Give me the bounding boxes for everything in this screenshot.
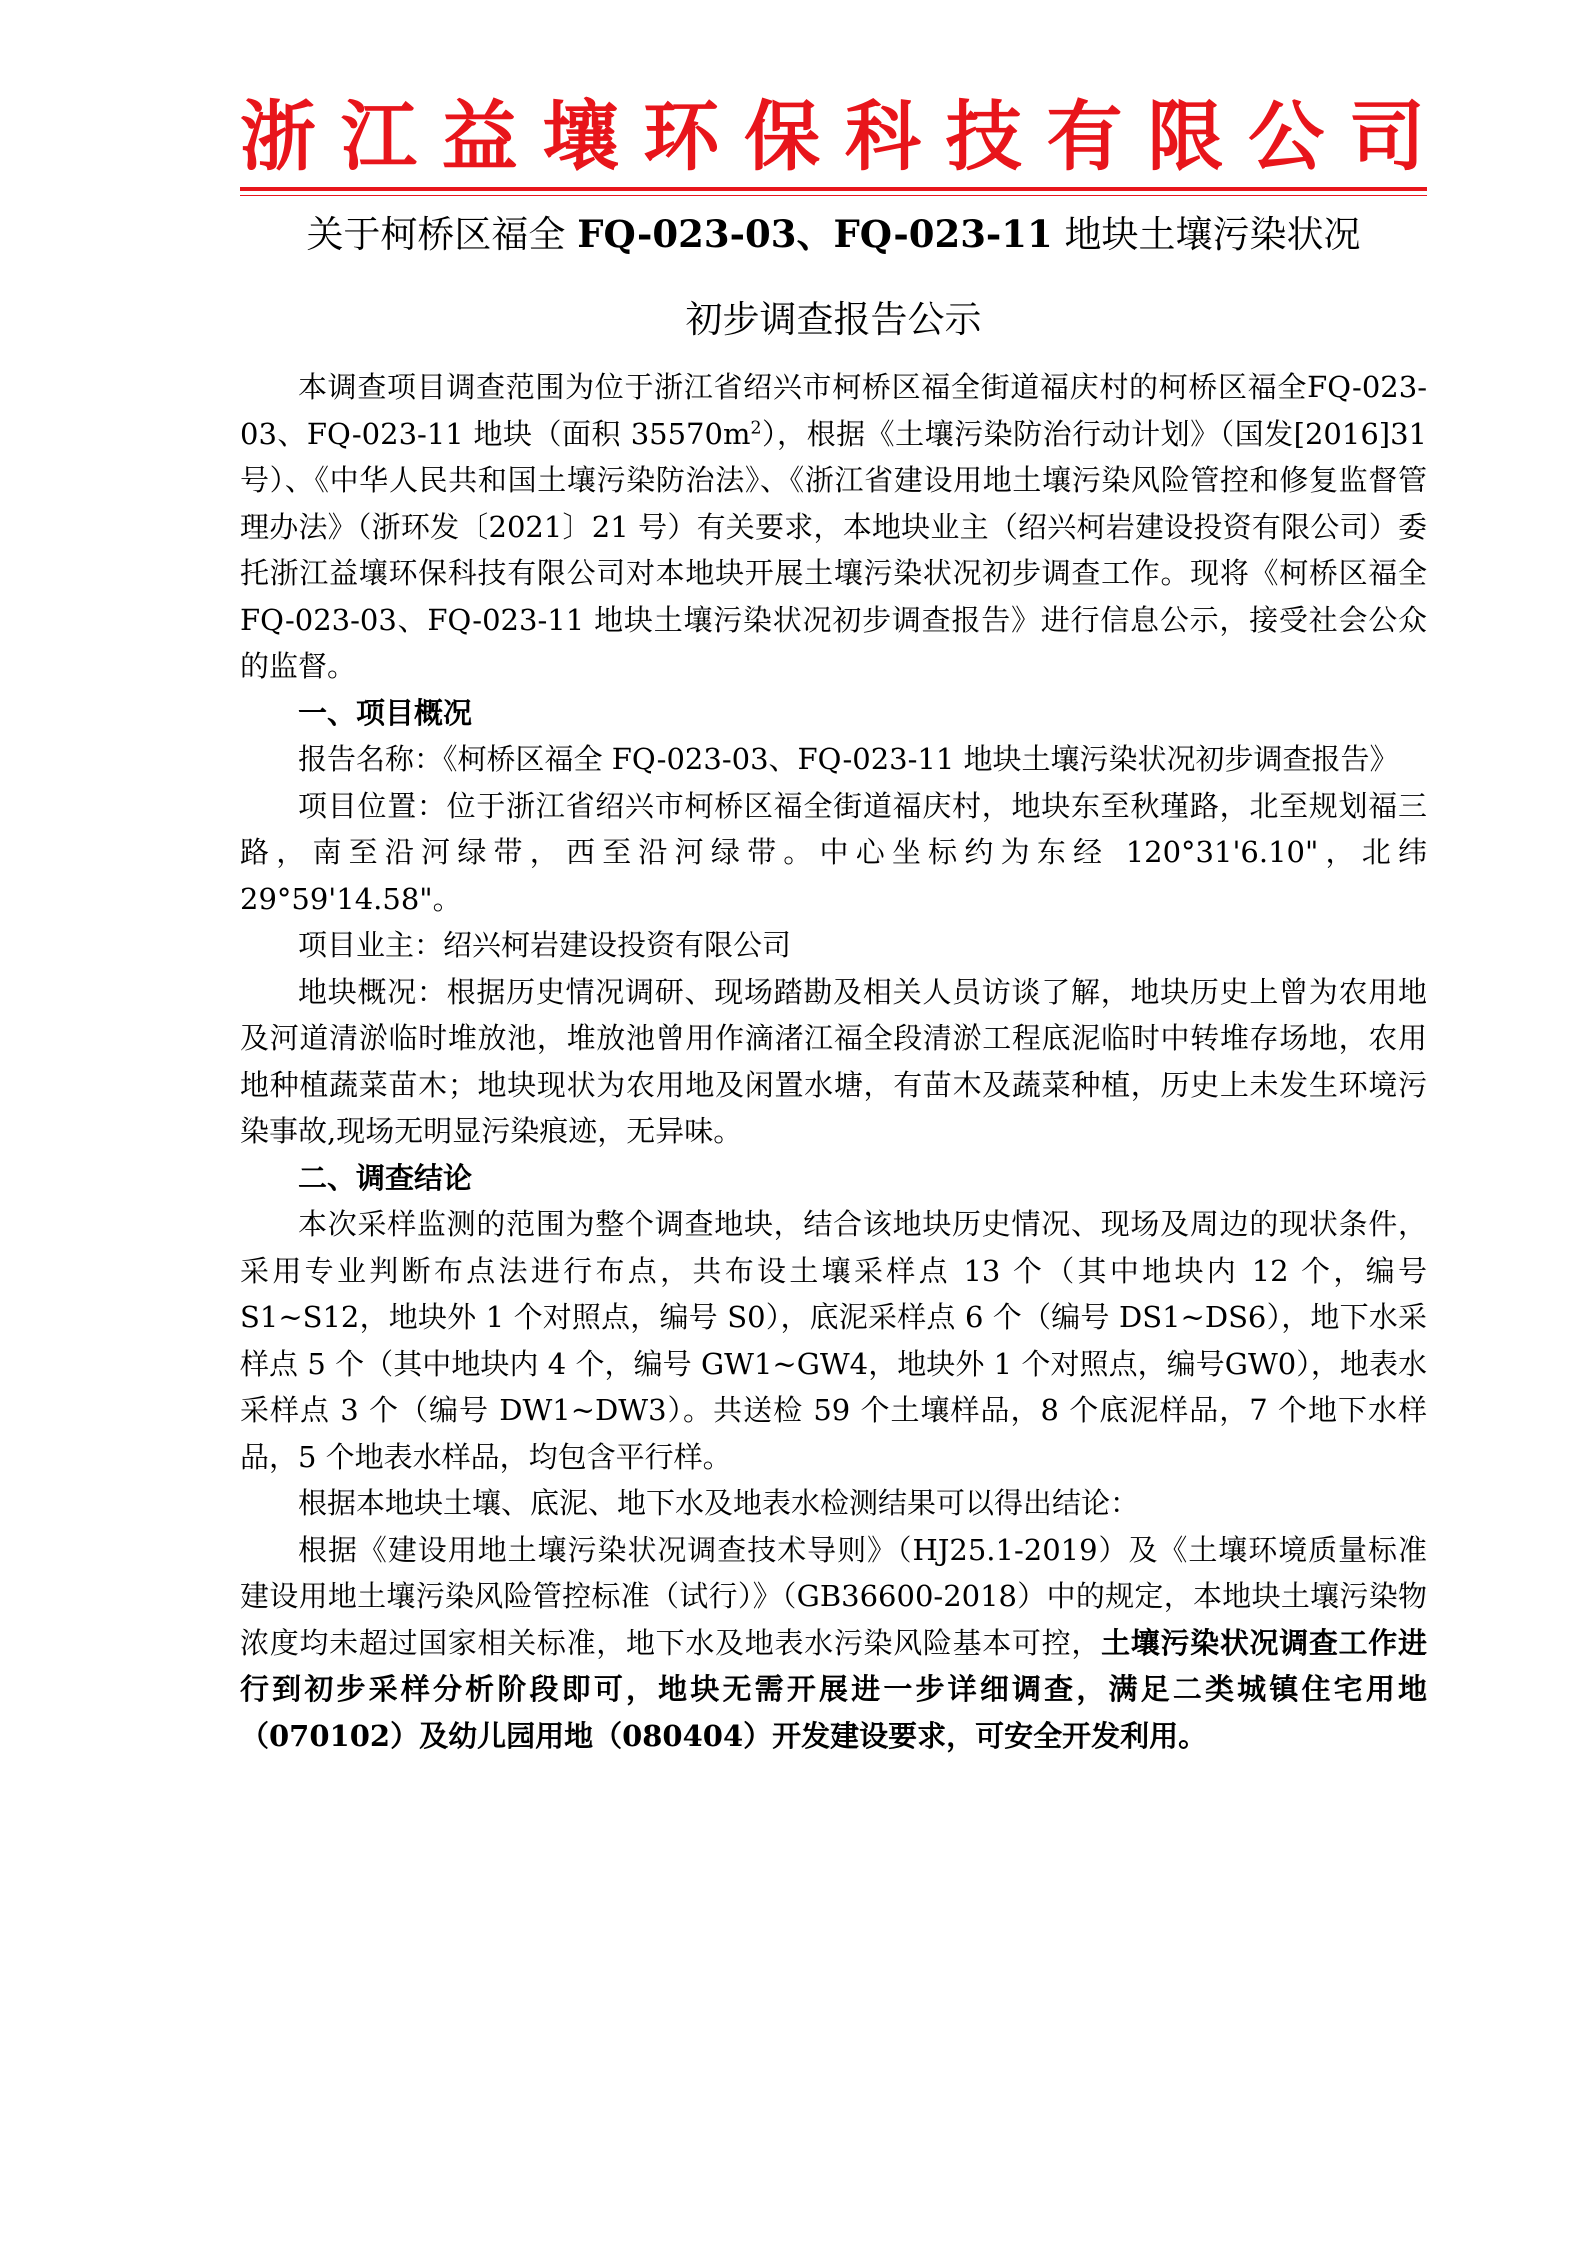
area-unit-superscript: 2: [750, 417, 762, 438]
intro-text: 本调查项目调查范围为位于浙江省绍兴市柯桥区福全街道福庆村的柯桥区福全FQ-023-03、FQ-023-11 地块（面积 35570m: [240, 370, 1427, 451]
letterhead-char: 保: [744, 92, 821, 181]
owner-paragraph: 项目业主：绍兴柯岩建设投资有限公司: [298, 928, 792, 962]
letterhead-char: 公: [1248, 92, 1325, 181]
document-body: [240, 364, 1427, 1759]
basis-paragraph: 根据本地块土壤、底泥、地下水及地表水检测结果可以得出结论：: [298, 1486, 1140, 1520]
document-title-line1: [240, 209, 1427, 260]
letterhead-char: 有: [1046, 92, 1123, 181]
intro-paragraph: [240, 364, 1427, 690]
company-letterhead: [240, 92, 1425, 182]
letterhead-rule-thick: [240, 187, 1427, 191]
letterhead-char: 科: [844, 92, 921, 181]
section-heading-overview: 一、项目概况: [298, 695, 473, 730]
report-name-paragraph: 报告名称：《柯桥区福全 FQ-023-03、FQ-023-11 地块土壤污染状况初步调查报告》: [298, 742, 1399, 776]
letterhead-char: 壤: [542, 92, 619, 181]
document-title-line2: 初步调查报告公示: [685, 298, 982, 341]
letterhead-char: 限: [1147, 92, 1224, 181]
section-heading-conclusion: 二、调查结论: [298, 1160, 473, 1195]
overview-paragraph: 地块概况：根据历史情况调研、现场踏勘及相关人员访谈了解，地块历史上曾为农用地及河道清淤临时堆放池，堆放池曾用作滴渚江福全段清淤工程底泥临时中转堆存场地，农用地种植蔬菜苗木；地块现状为农用地及闲置水塘，有苗木及蔬菜种植，历史上未发生环境污染事故,现场无明显污染痕迹，无异味。: [240, 974, 1427, 1148]
title-text: 关于柯桥区福全: [306, 213, 578, 256]
letterhead-char: 江: [340, 92, 417, 181]
letterhead-rule-thin: [240, 195, 1427, 196]
sampling-paragraph: 本次采样监测的范围为整个调查地块，结合该地块历史情况、现场及周边的现状条件，采用专业判断布点法进行布点，共布设土壤采样点 13 个（其中地块内 12 个，编号 S1~S12，地块外 1 个对照点，编号 S0），底泥采样点 6 个（编号 DS1~DS6），地下水采样点 5 个（其中地块内 4 个，编号 GW1~GW4，地块外 1 个对照点，编号GW0），地表水采样点 3 个（编号 DW1~DW3）。共送检 59 个土壤样品，8 个底泥样品，7 个地下水样品，5 个地表水样品，均包含平行样。: [240, 1207, 1427, 1474]
title-text: 地块土壤污染状况: [1052, 213, 1361, 256]
letterhead-char: 司: [1348, 92, 1425, 181]
letterhead-char: 益: [441, 92, 518, 181]
letterhead-char: 技: [945, 92, 1022, 181]
letterhead-char: 浙: [240, 92, 316, 181]
conclusion-bold-text: 土壤污染状况调查工作进行到初步采样分析阶段即可，地块无需开展进一步详细调查，满足二类城镇住宅用地（070102）及幼儿园用地（080404）开发建设要求，可安全开发利用。: [240, 1625, 1427, 1753]
conclusion-paragraph: [240, 1527, 1427, 1760]
intro-text: ），根据《土壤污染防治行动计划》（国发[2016]31 号）、《中华人民共和国土壤污染防治法》、《浙江省建设用地土壤污染风险管控和修复监督管理办法》（浙环发〔2021〕21 号）有关要求，本地块业主（绍兴柯岩建设投资有限公司）委托浙江益壤环保科技有限公司对本地块开展土壤污染状况初步调查工作。现将《柯桥区福全 FQ-023-03、FQ-023-11 地块土壤污染状况初步调查报告》进行信息公示，接受社会公众的监督。: [240, 416, 1427, 683]
title-plot-codes: FQ-023-03、FQ-023-11: [577, 212, 1053, 256]
letterhead-char: 环: [643, 92, 720, 181]
location-paragraph: 项目位置：位于浙江省绍兴市柯桥区福全街道福庆村，地块东至秋瑾路，北至规划福三路，南至沿河绿带，西至沿河绿带。中心坐标约为东经 120°31'6.10"，北纬29°59'14.58"。: [240, 788, 1427, 916]
conclusion-text: 根据《建设用地土壤污染状况调查技术导则》（HJ25.1-2019）及《土壤环境质量标准 建设用地土壤污染风险管控标准（试行）》（GB36600-2018）中的规定，本地块土壤污染物浓度均未超过国家相关标准，地下水及地表水污染风险基本可控，: [240, 1532, 1427, 1660]
